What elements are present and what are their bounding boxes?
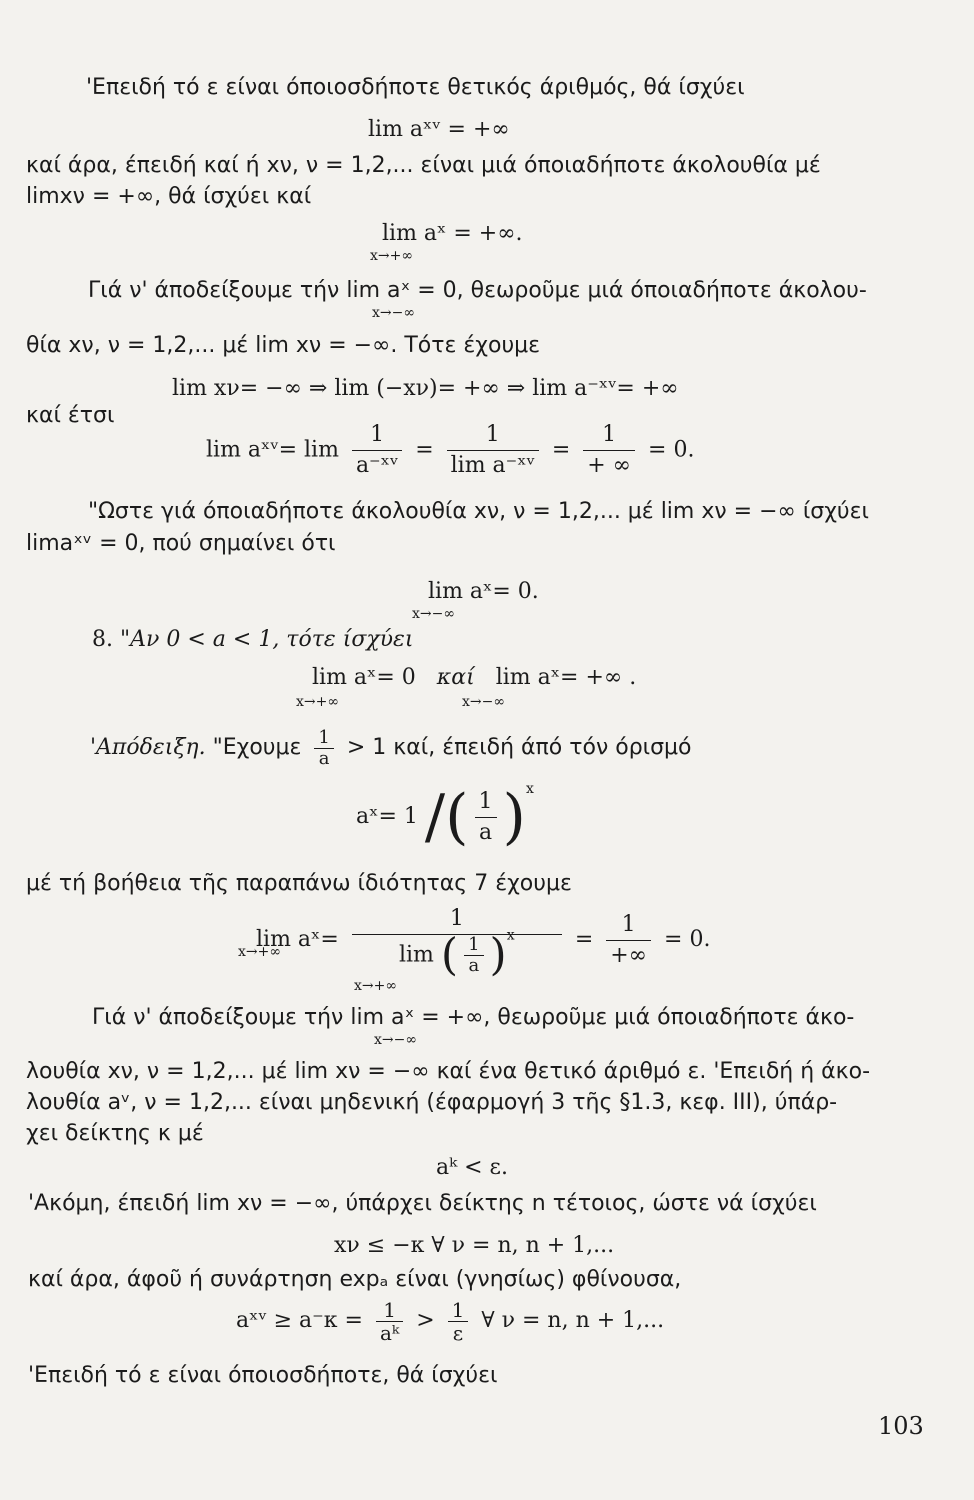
text-line: καί άρα, έπειδή καί ή xν, ν = 1,2,... είναι μιά όποιαδήποτε άκολουθία μέ — [26, 153, 821, 178]
text-line: limaˣᵛ = 0, πού σημαίνει ότι — [26, 531, 336, 556]
text-line: 'Επειδή τό ε είναι όποιοσδήποτε θετικός άριθμός, θά ίσχύει — [86, 75, 745, 100]
text-line: θία xν, ν = 1,2,... μέ lim xν = −∞. Τότε έχουμε — [26, 333, 541, 358]
text-line: μέ τή βοήθεια τῆς παραπάνω ίδιότητας 7 έχουμε — [26, 871, 572, 896]
limit-subscript: x→−∞ — [372, 305, 416, 321]
equation-lim-axn-zero: lim aˣᵛ= lim $\frac{1}{\text{a⁻ˣᵛ}}$ = $\frac{1}{\text{lim a⁻ˣᵛ}}$ = $\frac{1}{+ \infty}$ = 0. — [206, 422, 695, 478]
equation-xn-bound: xν ≤ −κ ∀ ν = n, n + 1,... — [334, 1233, 615, 1258]
text-line: Γιά ν' άποδείξουμε τήν lim aˣ = +∞, θεωροῦμε μιά όποιαδήποτε άκο- — [92, 1005, 855, 1030]
page-number: 103 — [878, 1412, 924, 1440]
equation-lim-axn: lim aˣᵛ = +∞ — [368, 117, 510, 142]
text-line: καί άρα, άφοῦ ή συνάρτηση expₐ είναι (γνησίως) φθίνουσα, — [28, 1267, 682, 1292]
limit-subscript: x→+∞ — [296, 694, 340, 710]
equation-lim-ax-zero: lim aˣ= 0. — [428, 579, 539, 604]
equation-ax-definition: aˣ= 1 /( $\frac{1}{a}$ )$^x$ — [356, 781, 534, 852]
limit-subscript: x→+∞ — [238, 944, 282, 960]
limit-subscript: x→−∞ — [462, 694, 506, 710]
equation-ak-less-eps: aᵏ < ε. — [436, 1155, 508, 1180]
text-line: καί έτσι — [26, 403, 115, 428]
limit-subscript: x→+∞ — [370, 248, 414, 264]
text-line: limxν = +∞, θά ίσχύει καί — [26, 184, 312, 209]
text-line: λουθία aᵛ, ν = 1,2,... είναι μηδενική (έφαρμογή 3 τῆς §1.3, κεφ. III), ύπάρ- — [26, 1090, 838, 1115]
limit-subscript: x→−∞ — [412, 606, 456, 622]
equation-lim-ax-plus-inf: lim aˣ = +∞. — [382, 221, 523, 246]
text-line: Γιά ν' άποδείξουμε τήν lim aˣ = 0, θεωροῦμε μιά όποιαδήποτε άκολου- — [88, 278, 867, 303]
limit-subscript: x→+∞ — [354, 978, 398, 994]
equation-implication-chain: lim xν= −∞ ⇒ lim (−xν)= +∞ ⇒ lim a⁻ˣᵛ= +∞ — [172, 376, 679, 401]
equation-property-8: lim aˣ= 0 καί lim aˣ= +∞ . — [312, 665, 637, 690]
text-line: λουθία xν, ν = 1,2,... μέ lim xν = −∞ καί ένα θετικό άριθμό ε. 'Επειδή ή άκο- — [26, 1059, 871, 1084]
text-line: 'Ακόμη, έπειδή lim xν = −∞, ύπάρχει δείκτης n τέτοιος, ώστε νά ίσχύει — [28, 1191, 817, 1216]
text-line: χει δείκτης κ μέ — [26, 1121, 204, 1146]
equation-axn-inequality: aˣᵛ ≥ a⁻κ = $\frac{1}{\text{aᵏ}}$ > $\frac{1}{\varepsilon}$ ∀ ν = n, n + 1,... — [236, 1297, 665, 1345]
property-8: 8. "Αν 0 < a < 1, τότε ίσχύει — [92, 627, 414, 652]
proof-line: 'Απόδειξη. "Εχουμε $\frac{1}{a}$ > 1 καί, έπειδή άπό τόν όρισμό — [90, 726, 692, 769]
text-line: "Ωστε γιά όποιαδήποτε άκολουθία xν, ν = 1,2,... μέ lim xν = −∞ ίσχύει — [88, 499, 869, 524]
text-line: 'Επειδή τό ε είναι όποιοσδήποτε, θά ίσχύει — [28, 1363, 498, 1388]
limit-subscript: x→−∞ — [374, 1032, 418, 1048]
equation-lim-ax-zero-proof: lim aˣ= 1 lim ( $\frac{1}{a}$ )$^x$ = $\frac{1}{+\infty}$ = 0. — [256, 906, 711, 981]
